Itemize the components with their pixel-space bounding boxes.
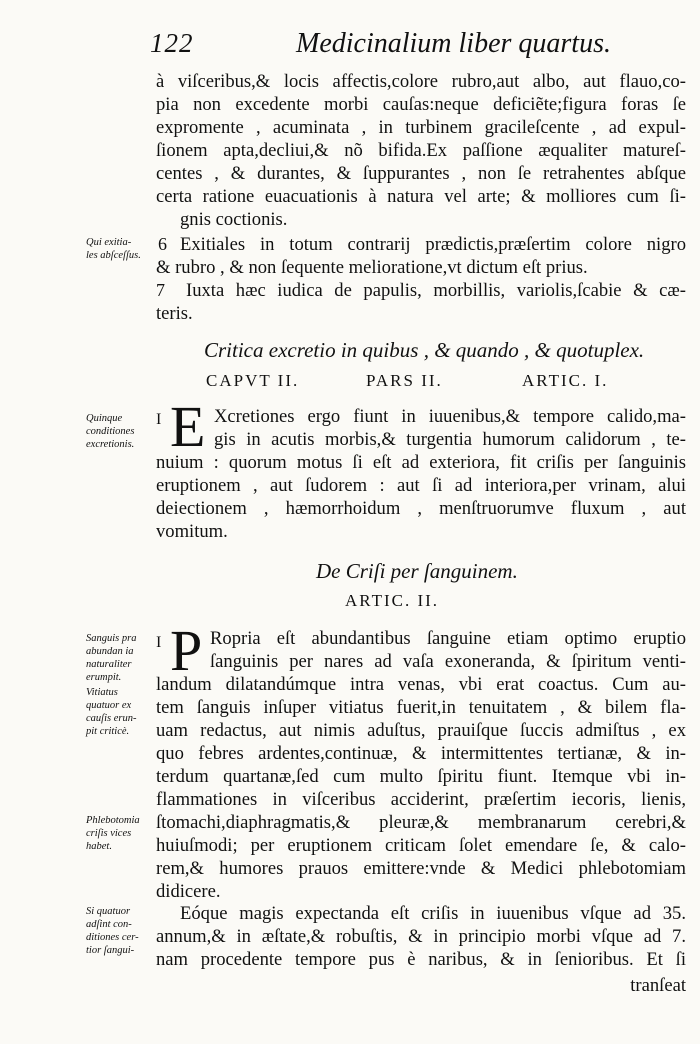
text-line: Xcretiones ergo fiunt in iuuenibus,& tempore calido,ma- [214, 406, 686, 427]
item-number: 7 [156, 280, 165, 300]
margin-note [86, 236, 152, 262]
margin-line: conditiones [86, 426, 135, 437]
section-heading: Critica excretio in quibus , & quando , & quotuplex. [204, 338, 645, 362]
text-line: teris. [156, 303, 193, 324]
paragraph-2-top [210, 627, 686, 673]
text-line: ſtomachi,diaphragmatis,& pleuræ,& membranarum cerebri,& [156, 812, 686, 833]
margin-note [86, 686, 152, 738]
text-line: tem ſanguis inſuper vitiatus fuerit,in tenuitatem , & bilem fla- [156, 697, 686, 718]
item-6-cont [156, 256, 686, 279]
text-line: Eóque magis expectanda eſt criſis in iuuenibus vſque ad 35. [180, 903, 686, 924]
caput-label: CAPVT II. [206, 371, 300, 390]
pars-label: PARS II. [366, 371, 443, 390]
item-7 [186, 279, 686, 302]
item-7-cont [156, 302, 686, 325]
text-line: expromente , acuminata , in turbinem gracileſcente , ad expul- [156, 117, 686, 138]
text-line: pia non excedente morbi cauſas:neque deficiẽte;figura foras ſe [156, 94, 686, 115]
margin-line: quatuor ex [86, 700, 132, 711]
text-line: annum,& in æſtate,& robuſtis, & in principio morbi vſque ad 7. [156, 926, 686, 947]
text-line: Ropria eſt abundantibus ſanguine etiam optimo eruptio [210, 628, 686, 649]
item-number: 6 [158, 234, 167, 254]
text-line: landum dilatandúmque intra venas, vbi erat coactus. Cum au- [156, 674, 686, 695]
text-line: ſanguinis per nares ad vaſa exoneranda, & ſpiritum venti- [210, 651, 686, 672]
text-line: eruptionem , aut ſudorem : aut ſi ad interiora,per vrinam, alui [156, 475, 686, 496]
text-line: uam redactus, aut nimis aduſtus, prauiſque ſuccis admiſtus , ex [156, 720, 686, 741]
text-line: à viſceribus,& locis affectis,colore rubro,aut albo, aut flauo,co- [156, 71, 686, 92]
artic-label: ARTIC. I. [522, 371, 609, 390]
margin-line: adſint con- [86, 919, 132, 930]
margin-line: Phlebotomia [86, 815, 140, 826]
text-line: deiectionem , hæmorrhoidum , menſtruorumve fluxum , aut [156, 498, 686, 519]
margin-note [86, 632, 152, 684]
text-line: centes , & durantes, & ſuppurantes , non ſe retrahentes abſque [156, 163, 686, 184]
margin-note [86, 905, 152, 957]
margin-line: naturaliter [86, 659, 132, 670]
margin-note [86, 412, 152, 451]
margin-line: erumpit. [86, 672, 122, 683]
catchword: tranſeat [630, 975, 686, 996]
margin-line: tior ſangui- [86, 945, 135, 956]
margin-line: les abſceſſus. [86, 250, 141, 261]
text-line: didicere. [156, 881, 221, 902]
paragraph-number: I [156, 634, 162, 651]
text-line: Iuxta hæc iudica de papulis, morbillis, variolis,ſcabie & cæ- [186, 280, 686, 301]
margin-line: cauſis erun- [86, 713, 137, 724]
item-6 [180, 233, 686, 256]
paragraph-3 [156, 902, 686, 971]
text-line: flammationes in viſceribus acciderint, præſertim iecoris, lienis, [156, 789, 686, 810]
margin-line: habet. [86, 841, 112, 852]
text-line: nam procedente tempore pus è naribus, & in ſenioribus. Et ſi [156, 949, 686, 970]
margin-line: abundan ia [86, 646, 134, 657]
margin-line: excretionis. [86, 439, 135, 450]
text-line: huiuſmodi; per eruptionem criticam ſolet emendare ſe, & calo- [156, 835, 686, 856]
margin-line: ditiones cer- [86, 932, 139, 943]
text-line: terdum quartanæ,ſed cum multo ſpiritu fiunt. Itemque vbi in- [156, 766, 686, 787]
text-line: quo febres ardentes,continuæ, & intermittentes tertianæ, & in- [156, 743, 686, 764]
margin-line: Si quatuor [86, 906, 131, 917]
margin-line: pit criticè. [86, 726, 130, 737]
margin-line: Qui exitia- [86, 237, 132, 248]
text-line: & rubro , & non ſequente melioratione,vt dictum eſt prius. [156, 257, 588, 278]
text-line: ſionem apta,decliui,& nõ bifida.Ex paſſione æqualiter matureſ- [156, 140, 686, 161]
text-line: gis in acutis morbis,& turgentia humorum calidorum , te- [214, 429, 686, 450]
running-title: Medicinalium liber quartus. [296, 28, 611, 59]
page-header [150, 28, 610, 64]
margin-line: Sanguis pra [86, 633, 137, 644]
continuation-paragraph [156, 70, 686, 231]
artic-label: ARTIC. II. [345, 591, 440, 610]
text-line: nuium : quorum motus ſi eſt ad exteriora, fit criſis per ſanguinis [156, 452, 686, 473]
paragraph-number: I [156, 411, 162, 428]
text-line: certa ratione euacuationis à natura vel arte; & molliores cum ſi- [156, 186, 686, 207]
text-line: Exitiales in totum contrarij prædictis,præſertim colore nigro [180, 234, 686, 255]
paragraph-2 [156, 673, 686, 903]
text-line: gnis coctionis. [180, 209, 288, 230]
drop-cap: E [170, 394, 206, 459]
drop-cap: P [170, 618, 203, 683]
section-heading: De Criſi per ſanguinem. [316, 559, 518, 583]
text-line: vomitum. [156, 521, 228, 542]
page-number: 122 [150, 28, 194, 58]
paragraph-1 [156, 451, 686, 543]
paragraph-1-top [214, 405, 686, 451]
text-line: rem,& humores prauos emittere:vnde & Medici phlebotomiam [156, 858, 686, 879]
margin-line: Quinque [86, 413, 123, 424]
margin-line: criſis vices [86, 828, 132, 839]
margin-line: Vitiatus [86, 687, 118, 698]
margin-note [86, 814, 152, 853]
